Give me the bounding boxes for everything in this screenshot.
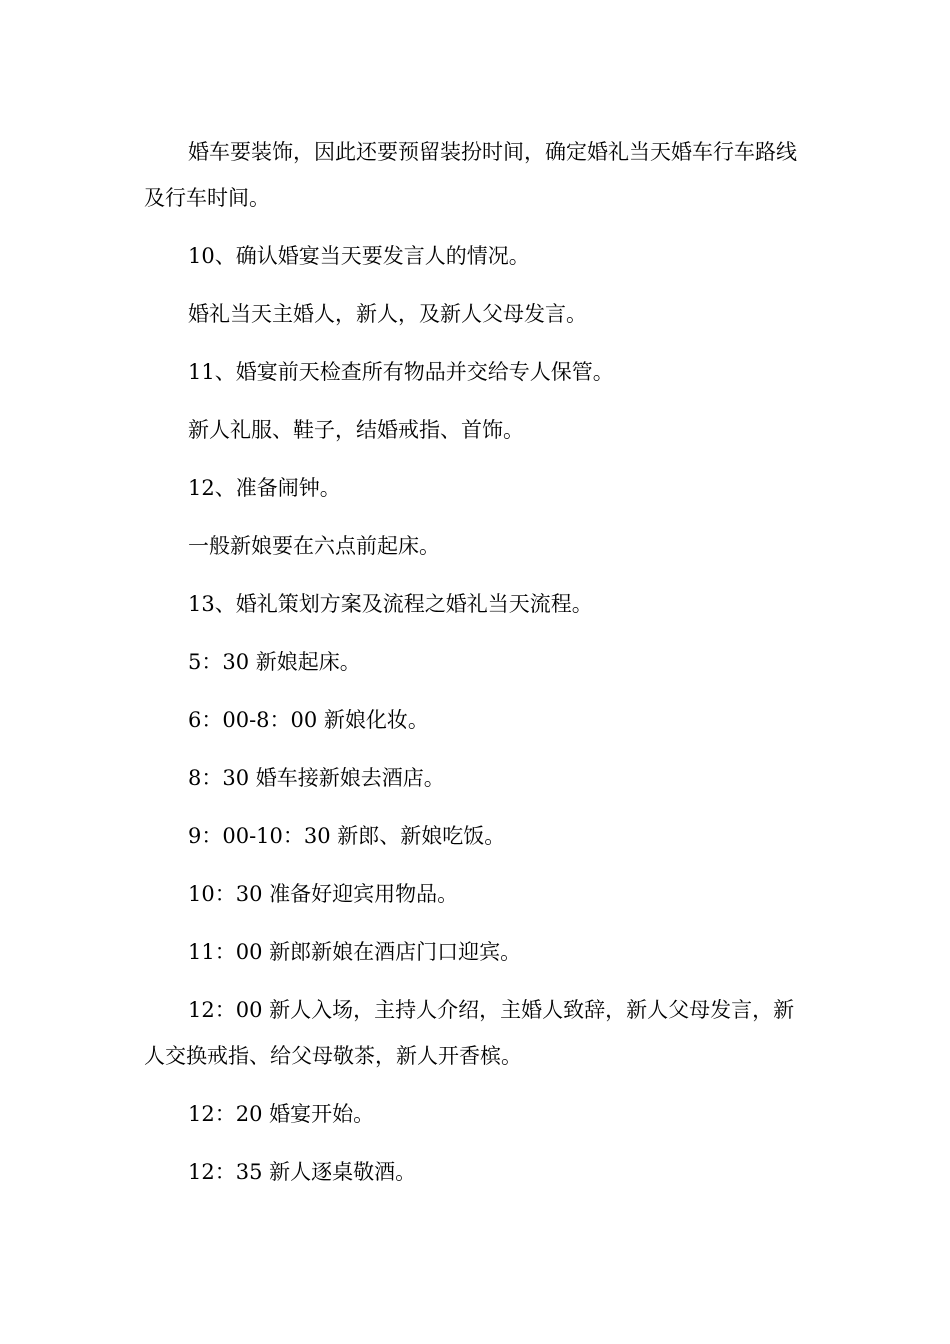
schedule-0830: 8：30 婚车接新娘去酒店。: [188, 766, 445, 790]
schedule-0600: 6：00-8：00 新娘化妆。: [188, 708, 429, 732]
paragraph-item-11: 11、婚宴前天检查所有物品并交给专人保管。: [188, 360, 614, 384]
paragraph-wake-time: 一般新娘要在六点前起床。: [188, 534, 440, 558]
paragraph-wedding-car: 婚车要装饰，因此还要预留装扮时间，确定婚礼当天婚车行车路线及行车时间。: [144, 140, 797, 210]
paragraph-item-13: 13、婚礼策划方案及流程之婚礼当天流程。: [188, 592, 593, 616]
document-body: [144, 136, 804, 1214]
paragraph-items-list: 新人礼服、鞋子，结婚戒指、首饰。: [188, 418, 524, 442]
paragraph-item-12: 12、准备闹钟。: [188, 476, 341, 500]
schedule-0530: 5：30 新娘起床。: [188, 650, 361, 674]
schedule-1030: 10：30 准备好迎宾用物品。: [188, 882, 459, 906]
schedule-1100: 11：00 新郎新娘在酒店门口迎宾。: [188, 940, 522, 964]
schedule-1235: 12：35 新人逐桌敬酒。: [188, 1160, 417, 1184]
paragraph-item-10: 10、确认婚宴当天要发言人的情况。: [188, 244, 530, 268]
schedule-1200: 12：00 新人入场，主持人介绍，主婚人致辞，新人父母发言，新人交换戒指、给父母敬茶，新人开香槟。: [144, 998, 795, 1068]
paragraph-speakers: 婚礼当天主婚人，新人，及新人父母发言。: [188, 302, 587, 326]
schedule-0900: 9：00-10：30 新郎、新娘吃饭。: [188, 824, 506, 848]
schedule-1220: 12：20 婚宴开始。: [188, 1102, 375, 1126]
